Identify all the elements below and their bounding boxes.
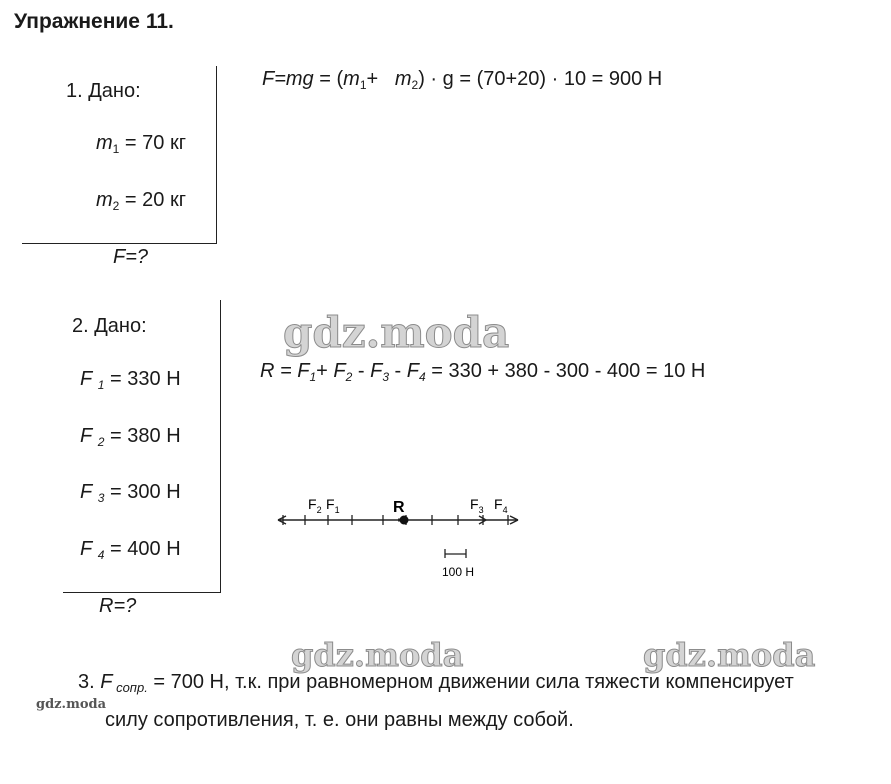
force-index: 4	[97, 548, 105, 562]
sol2-r: R =	[260, 360, 298, 382]
sol1-m1: m	[343, 68, 360, 90]
task2-solution	[260, 360, 705, 384]
m1-symbol: m	[96, 132, 113, 154]
force-diagram	[270, 490, 530, 585]
task2-given-divider	[220, 300, 221, 593]
sol2-f1: F	[297, 360, 310, 382]
task1-find: F=?	[113, 246, 149, 268]
sol1-part: = (	[313, 68, 344, 90]
label-r: R	[393, 499, 405, 516]
sol2-f2: F	[333, 360, 346, 382]
sol2-f3: F	[370, 360, 383, 382]
watermark-small: gdz.moda	[36, 697, 107, 712]
m1-value: = 70 кг	[119, 132, 186, 154]
task3-line2: силу сопротивления, т. е. они равны между собой.	[105, 709, 574, 731]
m1-index: 1	[112, 142, 120, 156]
m2-symbol: m	[96, 189, 113, 211]
label-f2: $F_2$	[308, 496, 322, 515]
label-f1: $F_1$	[326, 496, 340, 515]
scale-label: 100 Н	[442, 565, 475, 579]
task2-force-2	[80, 425, 181, 449]
task2-find: R=?	[99, 595, 137, 617]
m2-value: = 20 кг	[119, 189, 186, 211]
label-f4: $F_4$	[494, 496, 508, 515]
watermark-bottom-right: gdz.moda	[643, 636, 816, 674]
task1-given-divider	[216, 66, 217, 244]
sol1-plus: +	[366, 68, 395, 90]
sol1-m1-index: 1	[359, 78, 367, 92]
task3-symbol: F	[100, 671, 113, 693]
task2-force-4	[80, 538, 181, 562]
force-value: = 400 Н	[104, 538, 181, 560]
sol1-m2: m	[394, 68, 412, 90]
sol2-i1: 1	[309, 370, 317, 384]
sol1-part: F=mg	[262, 68, 314, 90]
task3-index: сопр.	[112, 680, 148, 695]
task1-m1	[96, 132, 186, 156]
task2-force-3	[80, 481, 181, 505]
sol2-i2: 2	[345, 370, 353, 384]
task3-line1	[78, 671, 794, 695]
task1-solution	[262, 68, 662, 92]
task2-force-1	[80, 368, 181, 392]
sol2-i3: 3	[382, 370, 389, 384]
force-value: = 300 Н	[104, 481, 181, 503]
label-f3: $F_3$	[470, 496, 484, 515]
sol2-s3: -	[389, 360, 407, 382]
task3-text1: = 700 Н, т.к. при равномерном движении сила тяжести компенсирует	[147, 671, 794, 693]
sol2-s2: -	[352, 360, 371, 382]
watermark-top: gdz.moda	[283, 308, 510, 357]
task2-find-divider	[63, 592, 221, 593]
sol2-f4: F	[406, 360, 419, 382]
sol1-m2-index: 2	[411, 78, 419, 92]
task1-given-label: 1. Дано:	[66, 80, 141, 102]
watermark-bottom-left: gdz.moda	[291, 636, 464, 674]
force-value: = 330 Н	[104, 368, 181, 390]
task1-m2	[96, 189, 186, 213]
force-value: = 380 Н	[104, 425, 181, 447]
force-index: 3	[97, 491, 105, 505]
force-symbol: F	[80, 425, 93, 447]
force-symbol: F	[80, 481, 93, 503]
sol2-s4: = 330 + 380 - 300 - 400 = 10 Н	[425, 360, 706, 382]
force-symbol: F	[80, 538, 93, 560]
sol2-s1: +	[316, 360, 334, 382]
force-symbol: F	[80, 368, 93, 390]
force-index: 1	[97, 378, 105, 392]
task2-given-label: 2. Дано:	[72, 315, 147, 337]
task3-number: 3.	[78, 671, 101, 693]
force-index: 2	[97, 435, 105, 449]
scale-bar	[445, 549, 466, 558]
sol2-i4: 4	[419, 370, 426, 384]
body-point	[400, 516, 409, 525]
m2-index: 2	[112, 199, 120, 213]
exercise-title: Упражнение 11.	[14, 10, 174, 33]
sol1-rest: ) · g = (70+20) · 10 = 900 Н	[418, 68, 663, 90]
task1-find-divider	[22, 243, 217, 244]
